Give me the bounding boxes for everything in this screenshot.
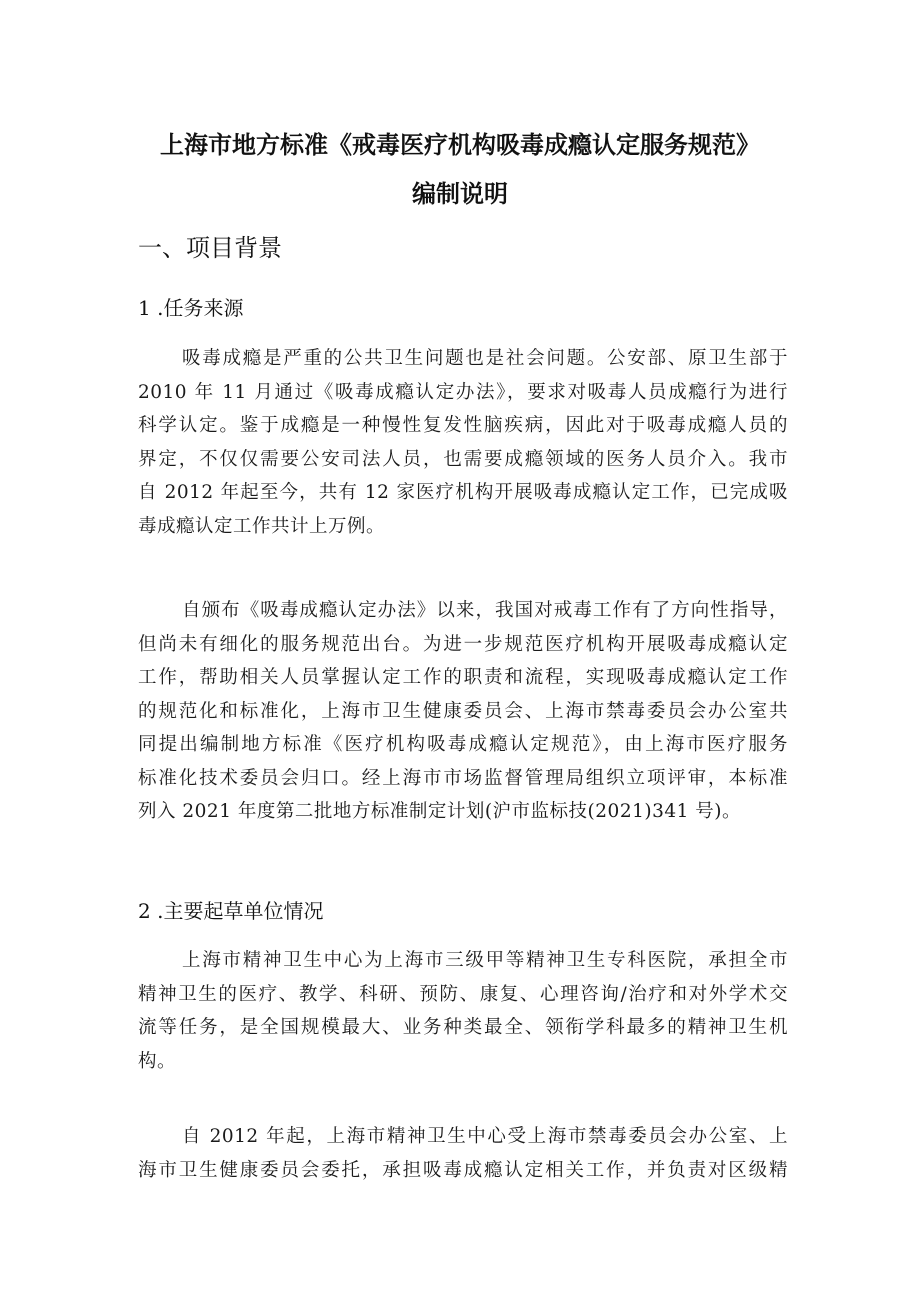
paragraph-line: 但尚未有细化的服务规范出台。为进一步规范医疗机构开展吸毒成瘾认定 [138, 633, 788, 655]
paragraph-line: 自 2012 年起，上海市精神卫生中心受上海市禁毒委员会办公室、上 [182, 1126, 788, 1147]
paragraph-line: 上海市精神卫生中心为上海市三级甲等精神卫生专科医院，承担全市 [182, 950, 788, 971]
paragraph-line: 吸毒成瘾是严重的公共卫生问题也是社会问题。公安部、原卫生部于 [182, 348, 788, 369]
paragraph-line: 工作，帮助相关人员掌握认定工作的职责和流程，实现吸毒成瘾认定工作 [138, 667, 788, 688]
subsection-heading-task-source: 1 .任务来源 [138, 296, 244, 320]
paragraph-line: 同提出编制地方标准《医疗机构吸毒成瘾认定规范》，由上海市医疗服务 [138, 734, 788, 755]
document-subtitle: 编制说明 [412, 180, 508, 208]
paragraph-line: 毒成瘾认定工作共计上万例。 [138, 515, 386, 537]
paragraph-drafting-unit-2 [138, 1120, 788, 1187]
paragraph-line: 列入 2021 年度第二批地方标准制定计划(沪市监标技(2021)341 号)。 [138, 801, 741, 822]
paragraph-task-source-2 [138, 594, 788, 829]
paragraph-line: 构。 [138, 1050, 177, 1072]
paragraph-line: 界定，不仅仅需要公安司法人员，也需要成瘾领域的医务人员介入。我市 [138, 448, 788, 470]
paragraph-line: 精神卫生的医疗、教学、科研、预防、康复、心理咨询/治疗和对外学术交 [138, 983, 788, 1005]
paragraph-task-source-1 [138, 342, 788, 543]
paragraph-line: 2010 年 11 月通过《吸毒成瘾认定办法》，要求对吸毒人员成瘾行为进行 [138, 381, 788, 403]
subsection-heading-drafting-unit: 2 .主要起草单位情况 [138, 899, 324, 923]
paragraph-line: 标准化技术委员会归口。经上海市市场监督管理局组织立项评审，本标准 [138, 767, 788, 789]
section-heading-background: 一、项目背景 [138, 234, 282, 262]
paragraph-line: 的规范化和标准化，上海市卫生健康委员会、上海市禁毒委员会办公室共 [138, 700, 788, 722]
paragraph-line: 科学认定。鉴于成瘾是一种慢性复发性脑疾病，因此对于吸毒成瘾人员的 [138, 415, 788, 436]
paragraph-drafting-unit-1 [138, 944, 788, 1078]
paragraph-line: 自颁布《吸毒成瘾认定办法》以来，我国对戒毒工作有了方向性指导， [182, 600, 788, 621]
paragraph-line: 自 2012 年起至今，共有 12 家医疗机构开展吸毒成瘾认定工作，已完成吸 [138, 482, 788, 503]
paragraph-line: 海市卫生健康委员会委托，承担吸毒成瘾认定相关工作，并负责对区级精 [138, 1159, 788, 1181]
paragraph-line: 流等任务，是全国规模最大、业务种类最全、领衔学科最多的精神卫生机 [138, 1017, 788, 1038]
document-title: 上海市地方标准《戒毒医疗机构吸毒成瘾认定服务规范》 [160, 131, 760, 159]
